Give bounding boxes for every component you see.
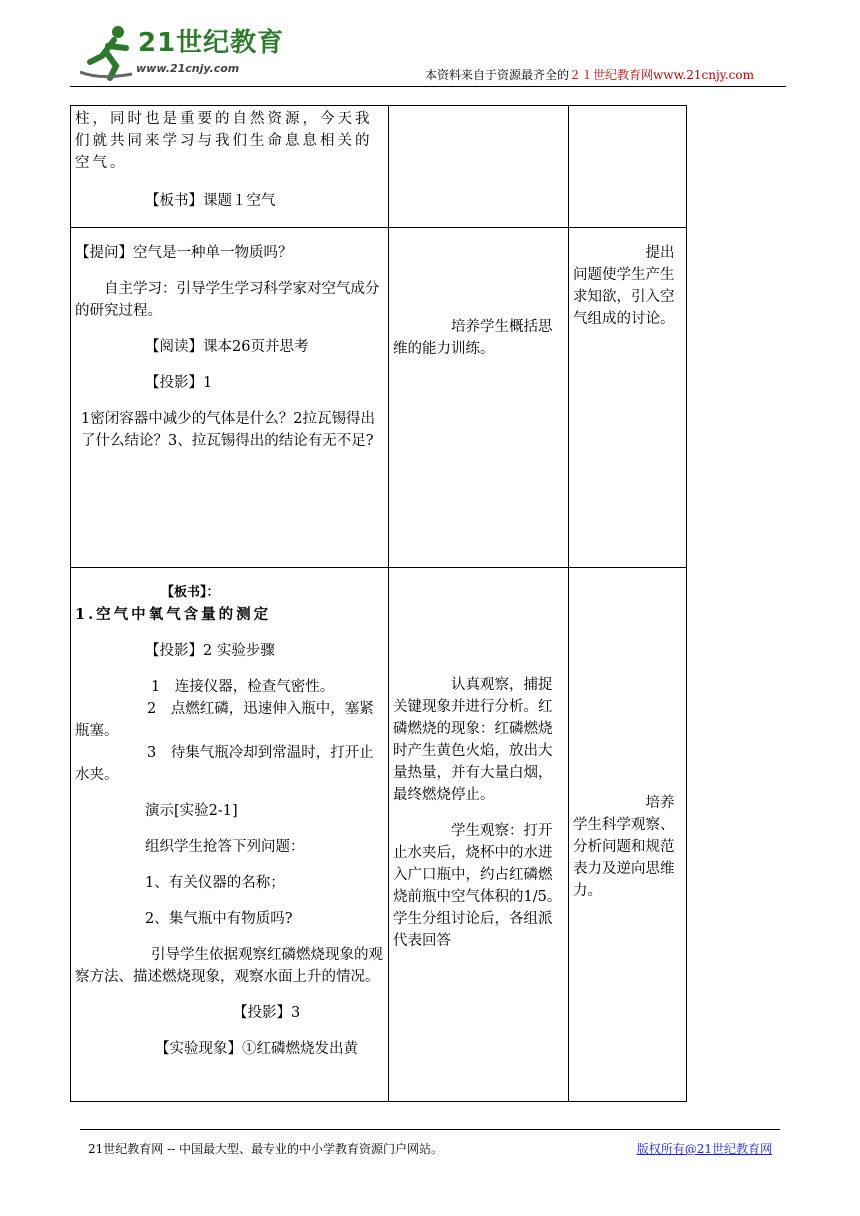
cell-text: 【投影】1 xyxy=(145,375,213,391)
table-cell xyxy=(569,568,687,1102)
copyright-link[interactable]: 版权所有@21世纪教育网 xyxy=(636,1142,772,1156)
section-title: 1.空气中氧气含量的测定 xyxy=(75,606,272,623)
cell-text: 组织学生抢答下列问题： xyxy=(145,839,305,855)
lesson-plan-table xyxy=(70,105,687,1102)
cell-text: 1 连接仪器，检查气密性。 xyxy=(151,679,335,695)
table-cell xyxy=(71,106,389,228)
cell-text: 2 点燃红磷，迅速伸入瓶中，塞紧瓶塞。 xyxy=(75,701,374,739)
cell-text: 【板书】： xyxy=(161,585,220,600)
table-cell xyxy=(569,106,687,228)
table-row xyxy=(71,568,687,1102)
cell-text: 1密闭容器中减少的气体是什么？2拉瓦锡得出了什么结论？3、拉瓦锡得出的结论有无不足? xyxy=(81,411,375,449)
cell-text: 2、集气瓶中有物质吗? xyxy=(145,911,293,927)
table-cell xyxy=(389,106,569,228)
cell-text: 自主学习：引导学生学习科学家对空气成分的研究过程。 xyxy=(75,281,380,319)
source-note xyxy=(425,66,754,83)
table-cell xyxy=(389,228,569,568)
site-logo xyxy=(80,18,290,84)
cell-text: 培养学生概括思维的能力训练。 xyxy=(393,319,553,357)
table-row xyxy=(71,228,687,568)
cell-text: 认真观察，捕捉关键现象并进行分析。红磷燃烧的现象：红磷燃烧时产生黄色火焰，放出大量热量，并有大量白烟，最终燃烧停止。 xyxy=(393,677,553,803)
cell-text: 1、有关仪器的名称； xyxy=(145,875,285,891)
cell-text: 柱，同时也是重要的自然资源，今天我们就共同来学习与我们生命息息相关的空气。 xyxy=(75,111,373,171)
cell-text: 【实验现象】①红磷燃烧发出黄 xyxy=(155,1041,358,1057)
table-row xyxy=(71,106,687,228)
table-cell xyxy=(71,568,389,1102)
cell-text: 【阅读】课本26页并思考 xyxy=(145,339,309,355)
footer-divider xyxy=(80,1129,780,1130)
cell-text: 学生观察：打开止水夹后，烧杯中的水进入广口瓶中，约占红磷燃烧前瓶中空气体积的1/5。学生分组讨论后，各组派代表回答 xyxy=(393,823,562,949)
source-site[interactable]: www.21cnjy.com xyxy=(653,68,754,82)
cell-text: 【提问】空气是一种单一物质吗？ xyxy=(75,245,293,261)
source-prefix: 本资料来自于资源最齐全的 xyxy=(425,68,570,82)
cell-text: 3 待集气瓶冷却到常温时，打开止水夹。 xyxy=(75,745,374,783)
logo-text: 21世纪教育 xyxy=(138,28,285,58)
table-cell xyxy=(71,228,389,568)
cell-text: 引导学生依据观察红磷燃烧现象的观察方法、描述燃烧现象，观察水面上升的情况。 xyxy=(75,947,383,985)
header-divider xyxy=(70,86,786,87)
logo-url: www.21cnjy.com xyxy=(136,62,240,75)
cell-text: 【投影】2 实验步骤 xyxy=(145,643,275,659)
footer-text: 21世纪教育网 -- 中国最大型、最专业的中小学教育资源门户网站。 xyxy=(88,1142,444,1156)
runner-logo-icon xyxy=(80,22,140,82)
table-cell xyxy=(389,568,569,1102)
cell-text: 【投影】3 xyxy=(233,1005,301,1021)
cell-text: 培养学生科学观察、分析问题和规范表力及逆向思维力。 xyxy=(573,795,675,899)
cell-text: 【板书】课题１空气 xyxy=(145,193,276,209)
source-highlight: ２１世纪教育网 xyxy=(569,68,654,82)
cell-text: 提出问题使学生产生求知欲，引入空气组成的讨论。 xyxy=(573,245,675,327)
table-cell xyxy=(569,228,687,568)
cell-text: 演示[实验2-1] xyxy=(145,803,238,819)
